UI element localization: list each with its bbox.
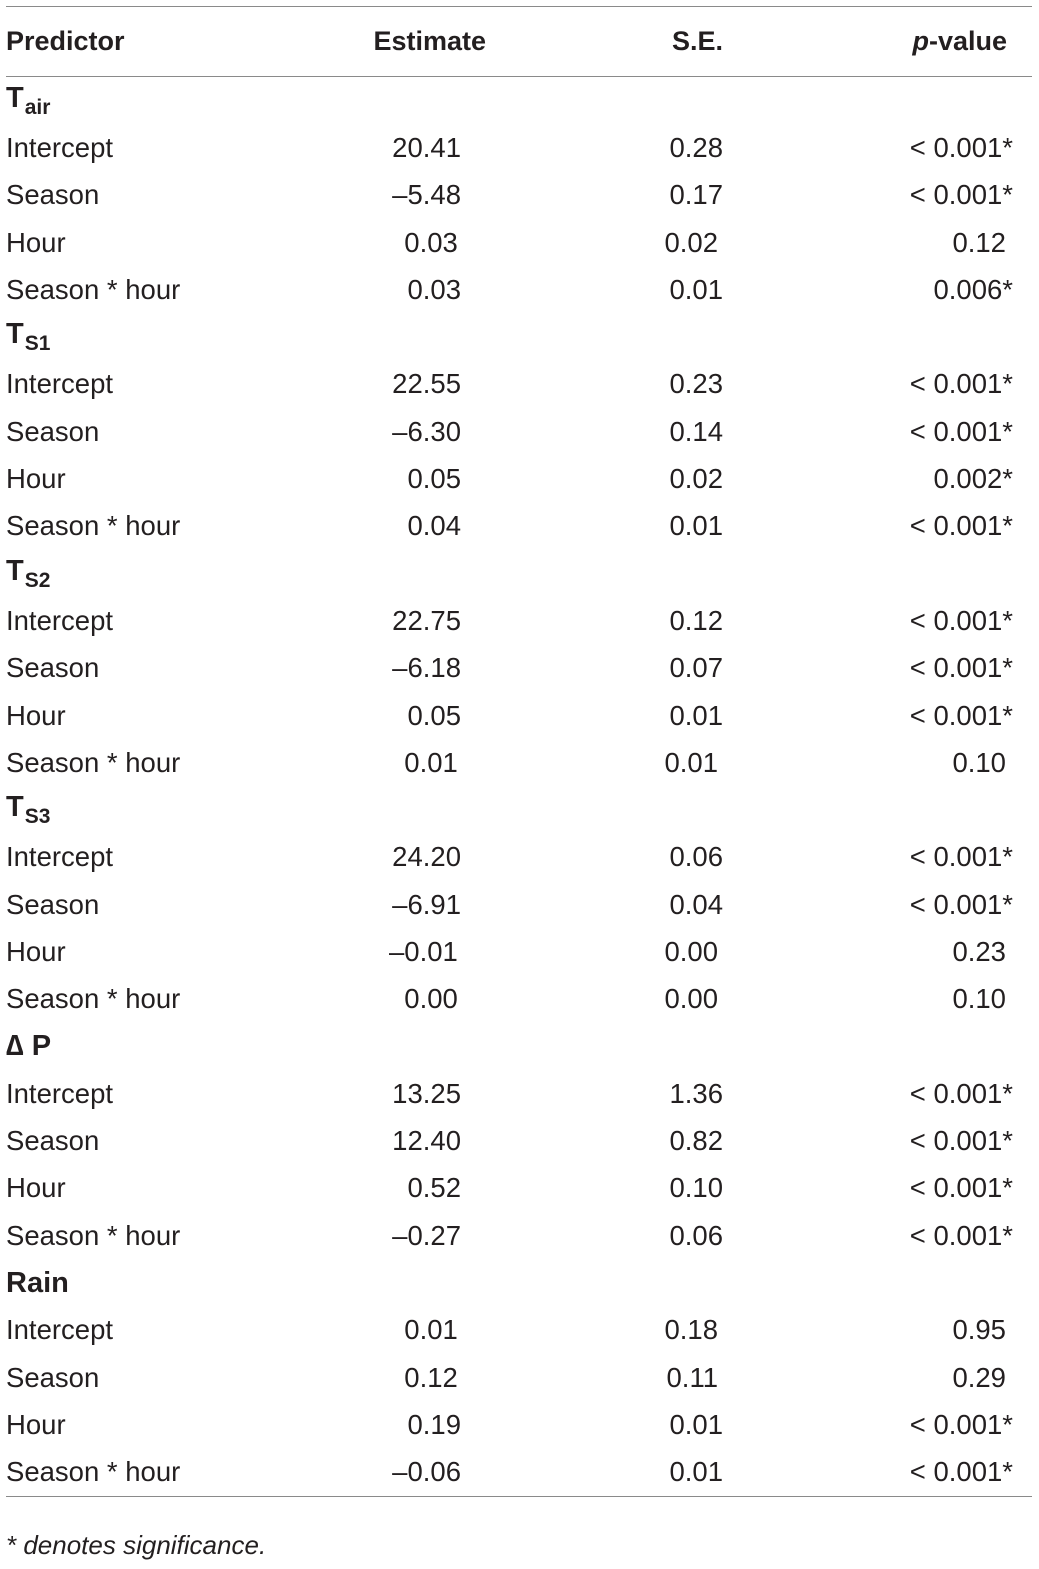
section-header-row: [6, 550, 1032, 597]
cell-estimate: 0.19: [407, 1408, 461, 1440]
cell-p-value: 0.95: [952, 1314, 1006, 1346]
section-title-main: Rain: [6, 1266, 69, 1299]
cell-se: 0.02: [664, 226, 718, 258]
table-row: [6, 1401, 1032, 1448]
cell-p-value: < 0.001*: [909, 1125, 1013, 1157]
cell-p-value: < 0.001*: [909, 179, 1013, 211]
section-title-subscript: S2: [24, 568, 51, 592]
cell-predictor: Season * hour: [6, 510, 181, 542]
cell-p-value: < 0.001*: [909, 604, 1013, 636]
table-row: [6, 976, 1032, 1023]
cell-estimate: 0.12: [404, 1361, 458, 1393]
table-row: [6, 124, 1032, 171]
cell-se: 0.18: [664, 1314, 718, 1346]
cell-estimate: 20.41: [392, 131, 461, 163]
cell-p-value: < 0.001*: [909, 1077, 1013, 1109]
cell-p-value: 0.10: [952, 983, 1006, 1015]
cell-se: 0.06: [669, 841, 723, 873]
regression-table: [6, 6, 1032, 1497]
cell-predictor: Intercept: [6, 368, 114, 400]
cell-p-value: 0.006*: [933, 273, 1013, 305]
cell-se: 0.14: [669, 415, 723, 447]
cell-se: 0.10: [669, 1172, 723, 1204]
cell-estimate: 12.40: [392, 1125, 461, 1157]
section-title: [6, 82, 336, 120]
cell-se: 0.01: [669, 273, 723, 305]
cell-se: 0.01: [669, 510, 723, 542]
table-row: [6, 266, 1032, 313]
cell-predictor: Season: [6, 179, 100, 211]
cell-predictor: Hour: [6, 1408, 66, 1440]
table-row: [6, 645, 1032, 692]
cell-predictor: Hour: [6, 1172, 66, 1204]
cell-se: 0.06: [669, 1219, 723, 1251]
cell-p-value: < 0.001*: [909, 699, 1013, 731]
cell-predictor: Intercept: [6, 131, 114, 163]
cell-predictor: Season * hour: [6, 746, 181, 778]
cell-se: 0.28: [669, 131, 723, 163]
section-title: [6, 555, 336, 593]
cell-predictor: Intercept: [6, 1314, 114, 1346]
table-footnote: * denotes significance.: [6, 1530, 267, 1560]
section-header-row: [6, 1259, 1032, 1306]
cell-se: 0.17: [669, 179, 723, 211]
table-row: [6, 1118, 1032, 1165]
cell-predictor: Season: [6, 1125, 100, 1157]
cell-p-value: < 0.001*: [909, 1456, 1013, 1488]
header-se: S.E.: [671, 26, 723, 56]
table-row: [6, 597, 1032, 644]
cell-se: 0.12: [669, 604, 723, 636]
cell-se: 0.07: [669, 652, 723, 684]
table-row: [6, 455, 1032, 502]
cell-predictor: Intercept: [6, 841, 114, 873]
cell-predictor: Season * hour: [6, 1456, 181, 1488]
cell-predictor: Season * hour: [6, 983, 181, 1015]
cell-p-value: < 0.001*: [909, 368, 1013, 400]
header-p-rest: -value: [928, 26, 1007, 56]
cell-estimate: 0.01: [404, 1314, 458, 1346]
cell-predictor: Season: [6, 888, 100, 920]
cell-se: 0.02: [669, 463, 723, 495]
cell-predictor: Season * hour: [6, 1219, 181, 1251]
cell-estimate: –6.30: [392, 415, 461, 447]
cell-estimate: 0.05: [407, 699, 461, 731]
cell-se: 0.01: [664, 746, 718, 778]
table-row: [6, 1165, 1032, 1212]
cell-se: 0.11: [666, 1361, 718, 1393]
cell-estimate: –0.01: [389, 935, 458, 967]
cell-estimate: –5.48: [392, 179, 461, 211]
cell-estimate: 0.05: [407, 463, 461, 495]
cell-se: 0.04: [669, 888, 723, 920]
cell-estimate: 0.01: [404, 746, 458, 778]
cell-p-value: < 0.001*: [909, 1219, 1013, 1251]
cell-estimate: –0.27: [392, 1219, 461, 1251]
cell-p-value: 0.23: [952, 935, 1006, 967]
cell-p-value: < 0.001*: [909, 888, 1013, 920]
table-row: [6, 1354, 1032, 1401]
header-p-italic: p: [912, 26, 929, 56]
cell-p-value: < 0.001*: [909, 131, 1013, 163]
table-body: [6, 77, 1032, 1496]
section-header-row: [6, 313, 1032, 360]
cell-p-value: < 0.001*: [909, 1408, 1013, 1440]
section-title-main: T: [6, 554, 24, 587]
table-row: [6, 928, 1032, 975]
section-title-subscript: S1: [24, 332, 51, 356]
cell-predictor: Hour: [6, 935, 66, 967]
cell-p-value: 0.002*: [933, 463, 1013, 495]
cell-se: 0.01: [669, 699, 723, 731]
table-row: [6, 408, 1032, 455]
header-p-value: [723, 26, 1007, 57]
cell-estimate: –6.18: [392, 652, 461, 684]
cell-predictor: Season: [6, 652, 100, 684]
cell-predictor: Intercept: [6, 1077, 114, 1109]
cell-estimate: 0.04: [407, 510, 461, 542]
section-header-row: [6, 786, 1032, 833]
header-estimate: Estimate: [373, 26, 486, 56]
section-title-subscript: air: [24, 95, 51, 119]
cell-p-value: < 0.001*: [909, 510, 1013, 542]
bottom-rule: [6, 1496, 1032, 1497]
cell-estimate: 22.55: [392, 368, 461, 400]
table-row: [6, 1212, 1032, 1259]
cell-p-value: < 0.001*: [909, 415, 1013, 447]
cell-predictor: Season: [6, 1361, 100, 1393]
cell-estimate: 0.00: [404, 983, 458, 1015]
section-title-main: T: [6, 81, 24, 114]
section-header-row: [6, 77, 1032, 124]
cell-p-value: 0.12: [952, 226, 1006, 258]
header-predictor: Predictor: [6, 26, 125, 56]
cell-se: 0.23: [669, 368, 723, 400]
table-row: [6, 219, 1032, 266]
cell-se: 1.36: [669, 1077, 723, 1109]
section-title-subscript: S3: [24, 805, 51, 829]
cell-se: 0.01: [669, 1408, 723, 1440]
section-title-main: ∆ P: [6, 1030, 52, 1063]
table-row: [6, 881, 1032, 928]
table-row: [6, 834, 1032, 881]
cell-p-value: < 0.001*: [909, 841, 1013, 873]
section-header-row: [6, 1023, 1032, 1070]
cell-se: 0.82: [669, 1125, 723, 1157]
table-row: [6, 1070, 1032, 1117]
table-row: [6, 172, 1032, 219]
cell-p-value: 0.29: [952, 1361, 1006, 1393]
cell-se: 0.00: [664, 935, 718, 967]
section-title-main: T: [6, 318, 24, 351]
cell-predictor: Hour: [6, 699, 66, 731]
cell-estimate: 0.52: [407, 1172, 461, 1204]
section-title: [6, 318, 336, 356]
cell-predictor: Season: [6, 415, 100, 447]
cell-predictor: Intercept: [6, 604, 114, 636]
table-row: [6, 503, 1032, 550]
section-title: [6, 1030, 336, 1063]
cell-estimate: 22.75: [392, 604, 461, 636]
cell-estimate: 0.03: [404, 226, 458, 258]
cell-p-value: 0.10: [952, 746, 1006, 778]
table-row: [6, 361, 1032, 408]
cell-estimate: 24.20: [392, 841, 461, 873]
cell-estimate: –0.06: [392, 1456, 461, 1488]
cell-estimate: –6.91: [392, 888, 461, 920]
section-title: [6, 791, 336, 829]
section-title: [6, 1267, 336, 1300]
cell-p-value: < 0.001*: [909, 652, 1013, 684]
table-row: [6, 1307, 1032, 1354]
table-row: [6, 1449, 1032, 1496]
cell-estimate: 13.25: [392, 1077, 461, 1109]
table-row: [6, 739, 1032, 786]
cell-se: 0.00: [664, 983, 718, 1015]
cell-se: 0.01: [669, 1456, 723, 1488]
cell-estimate: 0.03: [407, 273, 461, 305]
table-header-row: [6, 7, 1032, 76]
cell-predictor: Hour: [6, 463, 66, 495]
table-row: [6, 692, 1032, 739]
section-title-main: T: [6, 791, 24, 824]
cell-p-value: < 0.001*: [909, 1172, 1013, 1204]
cell-predictor: Season * hour: [6, 273, 181, 305]
cell-predictor: Hour: [6, 226, 66, 258]
